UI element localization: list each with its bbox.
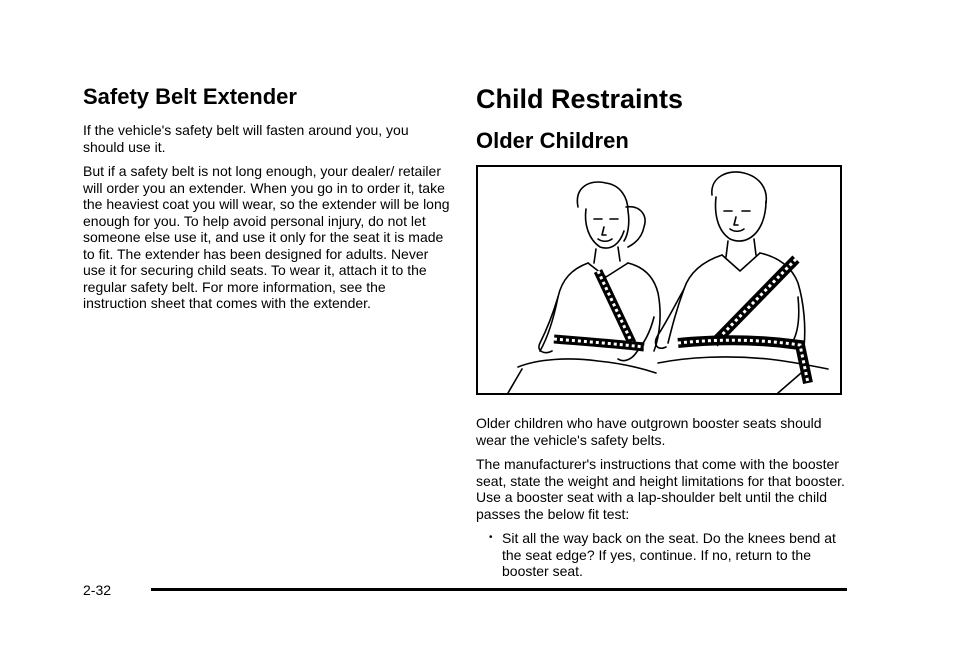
footer-rule	[151, 588, 847, 591]
left-column	[83, 84, 453, 320]
boy-shoulder-belt	[714, 259, 796, 343]
chapter-title: Child Restraints	[476, 84, 684, 114]
paragraph: But if a safety belt is not long enough, your dealer/ retailer will order you an extender. When you go in to order it, take the heaviest coat you will wear, so the extender will be long enough for you. To help avoid personal injury, do not let someone else use it, and use it only for the seat it is made to fit. The extender has been designed for adults. Never use it for securing child seats. To wear it, attach it to the regular safety belt. For more information, see the instruction sheet that comes with the extender.	[83, 163, 450, 311]
paragraph: Older children who have outgrown booster seats should wear the vehicle's safety belts.	[476, 415, 822, 448]
girl-face	[586, 209, 624, 248]
boy-collar	[722, 253, 760, 271]
section-heading-safety-belt-extender: Safety Belt Extender	[83, 84, 297, 109]
boy-face	[716, 197, 766, 241]
illustration-drawing	[478, 167, 840, 393]
girl-legs	[508, 359, 656, 393]
paragraph: If the vehicle's safety belt will fasten around you, you should use it.	[83, 122, 409, 155]
girl-neck	[594, 247, 620, 263]
list-item	[489, 530, 848, 580]
bullet-icon: •	[489, 532, 493, 543]
paragraph: The manufacturer's instructions that come with the booster seat, state the weight and height limitations for that booster. Use a booster seat with a lap-shoulder belt until the child passes the below fit test:	[476, 456, 845, 522]
list-item-text: Sit all the way back on the seat. Do the knees bend at the seat edge? If yes, continue. If no, return to the booster seat.	[502, 530, 836, 579]
children-seat-belt-illustration	[476, 165, 842, 395]
boy-hair	[712, 172, 766, 203]
subheading-older-children: Older Children	[476, 128, 629, 153]
girl-collar	[588, 263, 628, 277]
fit-test-list	[476, 530, 848, 580]
page-number: 2-32	[83, 582, 112, 598]
right-column	[476, 84, 848, 580]
